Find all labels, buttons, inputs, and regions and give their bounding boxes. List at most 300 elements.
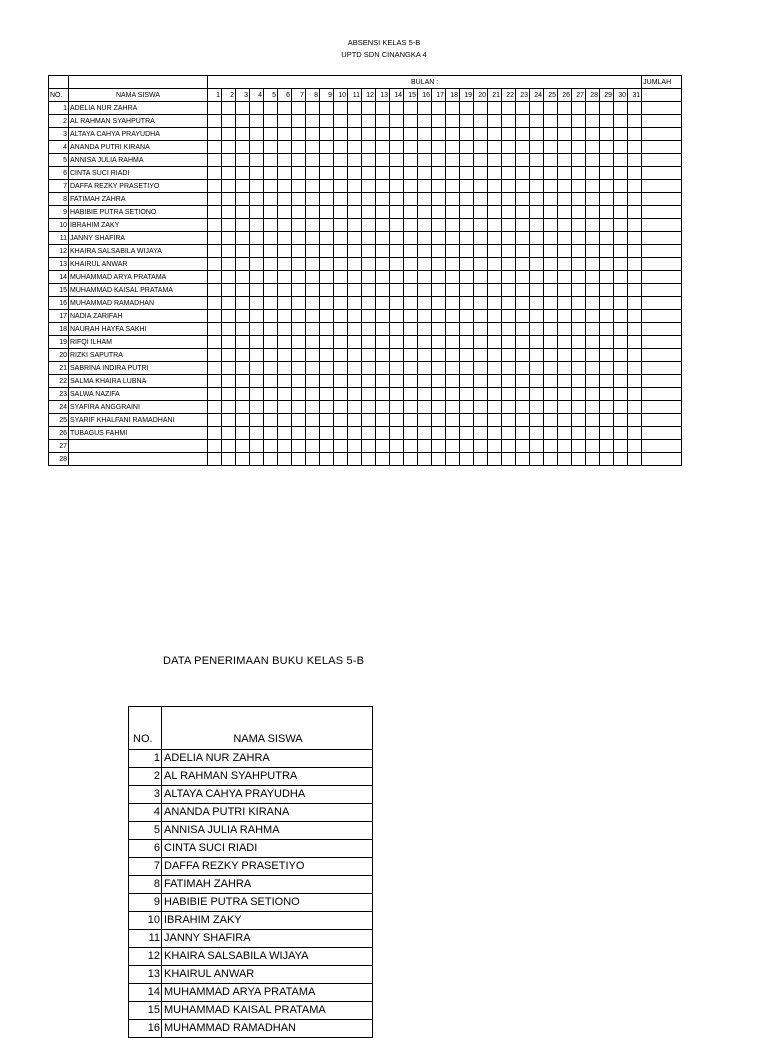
attendance-cell bbox=[208, 128, 222, 141]
attendance-cell bbox=[306, 206, 320, 219]
jumlah-cell bbox=[642, 154, 682, 167]
attendance-cell bbox=[572, 219, 586, 232]
attendance-cell bbox=[600, 141, 614, 154]
attendance-cell bbox=[250, 336, 264, 349]
attendance-cell bbox=[306, 141, 320, 154]
attendance-cell bbox=[488, 349, 502, 362]
attendance-cell bbox=[460, 362, 474, 375]
attendance-cell bbox=[334, 349, 348, 362]
student-name: NADIA ZARIFAH bbox=[69, 310, 208, 323]
attendance-cell bbox=[222, 323, 236, 336]
attendance-cell bbox=[474, 271, 488, 284]
attendance-cell bbox=[292, 193, 306, 206]
attendance-cell bbox=[362, 154, 376, 167]
attendance-cell bbox=[278, 323, 292, 336]
attendance-cell bbox=[222, 362, 236, 375]
attendance-cell bbox=[628, 167, 642, 180]
attendance-cell bbox=[264, 154, 278, 167]
attendance-cell bbox=[460, 232, 474, 245]
jumlah-cell bbox=[642, 180, 682, 193]
attendance-cell bbox=[236, 427, 250, 440]
attendance-cell bbox=[530, 206, 544, 219]
attendance-cell bbox=[502, 128, 516, 141]
student-no: 16 bbox=[49, 297, 69, 310]
attendance-cell bbox=[222, 219, 236, 232]
attendance-cell bbox=[586, 336, 600, 349]
attendance-cell bbox=[250, 193, 264, 206]
attendance-cell bbox=[488, 258, 502, 271]
attendance-cell bbox=[530, 414, 544, 427]
attendance-cell bbox=[530, 258, 544, 271]
attendance-cell bbox=[432, 154, 446, 167]
attendance-cell bbox=[614, 440, 628, 453]
attendance-cell bbox=[250, 128, 264, 141]
attendance-cell bbox=[390, 310, 404, 323]
attendance-cell bbox=[572, 375, 586, 388]
attendance-cell bbox=[516, 310, 530, 323]
student-name: HABIBIE PUTRA SETIONO bbox=[162, 894, 373, 912]
student-no: 12 bbox=[49, 245, 69, 258]
header-day: 12 bbox=[362, 89, 376, 102]
student-name: ADELIA NUR ZAHRA bbox=[69, 102, 208, 115]
attendance-cell bbox=[558, 297, 572, 310]
jumlah-cell bbox=[642, 271, 682, 284]
attendance-cell bbox=[586, 271, 600, 284]
attendance-cell bbox=[306, 284, 320, 297]
attendance-cell bbox=[250, 115, 264, 128]
attendance-cell bbox=[460, 180, 474, 193]
attendance-cell bbox=[236, 297, 250, 310]
attendance-cell bbox=[572, 310, 586, 323]
attendance-cell bbox=[390, 193, 404, 206]
jumlah-cell bbox=[642, 375, 682, 388]
attendance-cell bbox=[488, 245, 502, 258]
attendance-cell bbox=[628, 284, 642, 297]
attendance-cell bbox=[432, 310, 446, 323]
attendance-cell bbox=[544, 453, 558, 466]
attendance-cell bbox=[390, 414, 404, 427]
attendance-cell bbox=[460, 115, 474, 128]
attendance-cell bbox=[292, 323, 306, 336]
attendance-cell bbox=[334, 258, 348, 271]
attendance-cell bbox=[530, 271, 544, 284]
attendance-cell bbox=[250, 453, 264, 466]
jumlah-cell bbox=[642, 232, 682, 245]
attendance-cell bbox=[306, 297, 320, 310]
attendance-cell bbox=[404, 453, 418, 466]
student-no: 23 bbox=[49, 388, 69, 401]
attendance-cell bbox=[320, 232, 334, 245]
attendance-cell bbox=[278, 284, 292, 297]
student-no: 2 bbox=[49, 115, 69, 128]
jumlah-cell bbox=[642, 219, 682, 232]
attendance-cell bbox=[558, 401, 572, 414]
attendance-cell bbox=[446, 362, 460, 375]
student-no: 1 bbox=[129, 750, 162, 768]
attendance-cell bbox=[530, 284, 544, 297]
attendance-cell bbox=[446, 245, 460, 258]
attendance-cell bbox=[348, 102, 362, 115]
attendance-cell bbox=[460, 297, 474, 310]
attendance-cell bbox=[544, 336, 558, 349]
header-no: NO. bbox=[49, 89, 69, 102]
attendance-cell bbox=[292, 414, 306, 427]
attendance-cell bbox=[488, 154, 502, 167]
attendance-cell bbox=[544, 427, 558, 440]
attendance-cell bbox=[278, 115, 292, 128]
student-no: 14 bbox=[129, 984, 162, 1002]
student-no: 6 bbox=[49, 167, 69, 180]
attendance-cell bbox=[488, 271, 502, 284]
header-day: 2 bbox=[222, 89, 236, 102]
attendance-cell bbox=[446, 102, 460, 115]
attendance-cell bbox=[516, 284, 530, 297]
attendance-cell bbox=[418, 245, 432, 258]
attendance-cell bbox=[362, 102, 376, 115]
attendance-cell bbox=[460, 453, 474, 466]
attendance-cell bbox=[376, 323, 390, 336]
book-row bbox=[129, 750, 373, 768]
attendance-cell bbox=[628, 115, 642, 128]
attendance-cell bbox=[530, 440, 544, 453]
attendance-cell bbox=[306, 245, 320, 258]
attendance-cell bbox=[572, 245, 586, 258]
attendance-row bbox=[49, 102, 682, 115]
attendance-cell bbox=[390, 427, 404, 440]
attendance-cell bbox=[586, 128, 600, 141]
attendance-cell bbox=[558, 362, 572, 375]
attendance-cell bbox=[614, 128, 628, 141]
attendance-cell bbox=[208, 453, 222, 466]
attendance-cell bbox=[250, 297, 264, 310]
attendance-cell bbox=[348, 167, 362, 180]
student-no: 13 bbox=[129, 966, 162, 984]
attendance-cell bbox=[250, 414, 264, 427]
attendance-row bbox=[49, 271, 682, 284]
attendance-row bbox=[49, 115, 682, 128]
attendance-cell bbox=[222, 375, 236, 388]
attendance-cell bbox=[320, 349, 334, 362]
attendance-cell bbox=[460, 310, 474, 323]
attendance-cell bbox=[362, 284, 376, 297]
header-name-blank bbox=[69, 76, 208, 89]
attendance-cell bbox=[600, 193, 614, 206]
attendance-cell bbox=[502, 167, 516, 180]
attendance-cell bbox=[488, 336, 502, 349]
attendance-cell bbox=[292, 141, 306, 154]
attendance-cell bbox=[530, 310, 544, 323]
attendance-cell bbox=[278, 232, 292, 245]
attendance-cell bbox=[334, 167, 348, 180]
book-receipt-title: DATA PENERIMAAN BUKU KELAS 5-B bbox=[163, 655, 365, 667]
attendance-cell bbox=[586, 245, 600, 258]
attendance-cell bbox=[572, 232, 586, 245]
attendance-cell bbox=[460, 258, 474, 271]
attendance-cell bbox=[600, 258, 614, 271]
attendance-row bbox=[49, 349, 682, 362]
student-no: 22 bbox=[49, 375, 69, 388]
attendance-cell bbox=[404, 167, 418, 180]
attendance-cell bbox=[530, 219, 544, 232]
attendance-cell bbox=[208, 167, 222, 180]
attendance-cell bbox=[334, 232, 348, 245]
attendance-cell bbox=[460, 206, 474, 219]
book-row bbox=[129, 1002, 373, 1020]
attendance-cell bbox=[264, 414, 278, 427]
attendance-cell bbox=[306, 258, 320, 271]
student-no: 5 bbox=[129, 822, 162, 840]
attendance-cell bbox=[614, 245, 628, 258]
attendance-cell bbox=[516, 258, 530, 271]
attendance-cell bbox=[460, 349, 474, 362]
attendance-cell bbox=[376, 310, 390, 323]
student-no: 4 bbox=[49, 141, 69, 154]
attendance-row bbox=[49, 440, 682, 453]
attendance-cell bbox=[572, 297, 586, 310]
attendance-cell bbox=[586, 375, 600, 388]
attendance-cell bbox=[474, 154, 488, 167]
attendance-cell bbox=[628, 102, 642, 115]
attendance-cell bbox=[334, 401, 348, 414]
attendance-cell bbox=[348, 388, 362, 401]
book-row bbox=[129, 930, 373, 948]
attendance-cell bbox=[628, 232, 642, 245]
attendance-cell bbox=[446, 154, 460, 167]
book-row bbox=[129, 984, 373, 1002]
attendance-cell bbox=[544, 362, 558, 375]
student-name: ANANDA PUTRI KIRANA bbox=[162, 804, 373, 822]
attendance-cell bbox=[376, 427, 390, 440]
attendance-cell bbox=[544, 401, 558, 414]
attendance-cell bbox=[572, 401, 586, 414]
attendance-cell bbox=[376, 167, 390, 180]
header-day: 27 bbox=[572, 89, 586, 102]
attendance-cell bbox=[544, 154, 558, 167]
attendance-cell bbox=[600, 414, 614, 427]
attendance-cell bbox=[348, 427, 362, 440]
attendance-cell bbox=[488, 453, 502, 466]
attendance-cell bbox=[418, 388, 432, 401]
attendance-cell bbox=[264, 180, 278, 193]
attendance-cell bbox=[264, 167, 278, 180]
attendance-cell bbox=[488, 440, 502, 453]
attendance-cell bbox=[376, 141, 390, 154]
attendance-cell bbox=[530, 336, 544, 349]
attendance-cell bbox=[614, 401, 628, 414]
attendance-cell bbox=[292, 219, 306, 232]
attendance-cell bbox=[278, 427, 292, 440]
header-day: 25 bbox=[544, 89, 558, 102]
attendance-cell bbox=[278, 453, 292, 466]
attendance-cell bbox=[446, 310, 460, 323]
attendance-cell bbox=[530, 232, 544, 245]
attendance-cell bbox=[474, 193, 488, 206]
attendance-cell bbox=[418, 219, 432, 232]
attendance-cell bbox=[376, 271, 390, 284]
attendance-cell bbox=[516, 128, 530, 141]
attendance-cell bbox=[544, 349, 558, 362]
attendance-cell bbox=[600, 388, 614, 401]
header-day: 10 bbox=[334, 89, 348, 102]
book-row bbox=[129, 948, 373, 966]
attendance-cell bbox=[292, 245, 306, 258]
student-no: 4 bbox=[129, 804, 162, 822]
attendance-cell bbox=[586, 167, 600, 180]
attendance-row bbox=[49, 284, 682, 297]
student-no: 20 bbox=[49, 349, 69, 362]
attendance-cell bbox=[446, 349, 460, 362]
attendance-cell bbox=[432, 206, 446, 219]
attendance-cell bbox=[614, 271, 628, 284]
attendance-cell bbox=[572, 323, 586, 336]
attendance-cell bbox=[460, 271, 474, 284]
attendance-cell bbox=[544, 323, 558, 336]
attendance-cell bbox=[292, 375, 306, 388]
attendance-cell bbox=[306, 128, 320, 141]
student-no: 18 bbox=[49, 323, 69, 336]
header-day: 19 bbox=[460, 89, 474, 102]
attendance-cell bbox=[236, 310, 250, 323]
attendance-cell bbox=[628, 323, 642, 336]
attendance-cell bbox=[460, 141, 474, 154]
attendance-cell bbox=[376, 154, 390, 167]
attendance-cell bbox=[222, 414, 236, 427]
student-name: AL RAHMAN SYAHPUTRA bbox=[69, 115, 208, 128]
attendance-cell bbox=[250, 258, 264, 271]
attendance-cell bbox=[572, 284, 586, 297]
attendance-cell bbox=[222, 232, 236, 245]
attendance-cell bbox=[348, 362, 362, 375]
attendance-cell bbox=[544, 115, 558, 128]
attendance-cell bbox=[278, 349, 292, 362]
attendance-cell bbox=[376, 258, 390, 271]
attendance-cell bbox=[404, 440, 418, 453]
attendance-cell bbox=[278, 271, 292, 284]
attendance-cell bbox=[530, 180, 544, 193]
attendance-cell bbox=[376, 180, 390, 193]
attendance-cell bbox=[362, 271, 376, 284]
attendance-cell bbox=[348, 401, 362, 414]
attendance-cell bbox=[488, 102, 502, 115]
attendance-row bbox=[49, 414, 682, 427]
header-nama-siswa: NAMA SISWA bbox=[162, 707, 373, 750]
header-day: 17 bbox=[432, 89, 446, 102]
header-day: 1 bbox=[208, 89, 222, 102]
attendance-cell bbox=[376, 128, 390, 141]
attendance-cell bbox=[292, 427, 306, 440]
attendance-cell bbox=[320, 154, 334, 167]
attendance-row bbox=[49, 141, 682, 154]
attendance-cell bbox=[334, 141, 348, 154]
attendance-cell bbox=[628, 193, 642, 206]
header-day: 4 bbox=[250, 89, 264, 102]
header-day: 23 bbox=[516, 89, 530, 102]
attendance-cell bbox=[208, 349, 222, 362]
attendance-cell bbox=[376, 115, 390, 128]
attendance-cell bbox=[404, 297, 418, 310]
attendance-cell bbox=[614, 323, 628, 336]
attendance-cell bbox=[614, 167, 628, 180]
attendance-cell bbox=[516, 375, 530, 388]
header-day: 28 bbox=[586, 89, 600, 102]
student-name: ANANDA PUTRI KIRANA bbox=[69, 141, 208, 154]
jumlah-cell bbox=[642, 401, 682, 414]
attendance-cell bbox=[586, 362, 600, 375]
attendance-cell bbox=[264, 453, 278, 466]
book-row bbox=[129, 912, 373, 930]
attendance-cell bbox=[530, 128, 544, 141]
header-jumlah: JUMLAH bbox=[642, 76, 682, 89]
attendance-cell bbox=[334, 180, 348, 193]
attendance-cell bbox=[236, 193, 250, 206]
attendance-cell bbox=[208, 323, 222, 336]
attendance-cell bbox=[334, 362, 348, 375]
student-name: ANNISA JULIA RAHMA bbox=[162, 822, 373, 840]
attendance-cell bbox=[628, 310, 642, 323]
attendance-cell bbox=[572, 453, 586, 466]
attendance-cell bbox=[446, 271, 460, 284]
attendance-cell bbox=[572, 336, 586, 349]
attendance-cell bbox=[250, 388, 264, 401]
attendance-cell bbox=[432, 232, 446, 245]
attendance-cell bbox=[530, 349, 544, 362]
jumlah-cell bbox=[642, 388, 682, 401]
attendance-cell bbox=[418, 167, 432, 180]
attendance-cell bbox=[404, 388, 418, 401]
attendance-cell bbox=[628, 206, 642, 219]
attendance-cell bbox=[502, 427, 516, 440]
attendance-cell bbox=[222, 427, 236, 440]
attendance-cell bbox=[376, 336, 390, 349]
attendance-cell bbox=[418, 128, 432, 141]
attendance-cell bbox=[432, 128, 446, 141]
attendance-cell bbox=[488, 414, 502, 427]
attendance-cell bbox=[250, 154, 264, 167]
attendance-cell bbox=[600, 310, 614, 323]
jumlah-cell bbox=[642, 297, 682, 310]
attendance-cell bbox=[348, 453, 362, 466]
student-name: CINTA SUCI RIADI bbox=[69, 167, 208, 180]
attendance-cell bbox=[628, 180, 642, 193]
student-no: 21 bbox=[49, 362, 69, 375]
attendance-cell bbox=[376, 245, 390, 258]
student-name: KHAIRA SALSABILA WIJAYA bbox=[69, 245, 208, 258]
student-no: 5 bbox=[49, 154, 69, 167]
attendance-cell bbox=[404, 323, 418, 336]
attendance-cell bbox=[208, 284, 222, 297]
attendance-cell bbox=[222, 193, 236, 206]
attendance-cell bbox=[502, 414, 516, 427]
attendance-cell bbox=[278, 401, 292, 414]
attendance-cell bbox=[348, 414, 362, 427]
attendance-cell bbox=[418, 440, 432, 453]
attendance-row bbox=[49, 310, 682, 323]
attendance-cell bbox=[530, 297, 544, 310]
attendance-cell bbox=[208, 219, 222, 232]
student-name: FATIMAH ZAHRA bbox=[69, 193, 208, 206]
attendance-cell bbox=[544, 388, 558, 401]
attendance-cell bbox=[544, 180, 558, 193]
attendance-cell bbox=[488, 115, 502, 128]
attendance-cell bbox=[404, 102, 418, 115]
attendance-cell bbox=[264, 401, 278, 414]
attendance-cell bbox=[446, 375, 460, 388]
attendance-cell bbox=[376, 232, 390, 245]
attendance-cell bbox=[502, 401, 516, 414]
attendance-cell bbox=[376, 362, 390, 375]
attendance-cell bbox=[390, 102, 404, 115]
attendance-cell bbox=[320, 258, 334, 271]
